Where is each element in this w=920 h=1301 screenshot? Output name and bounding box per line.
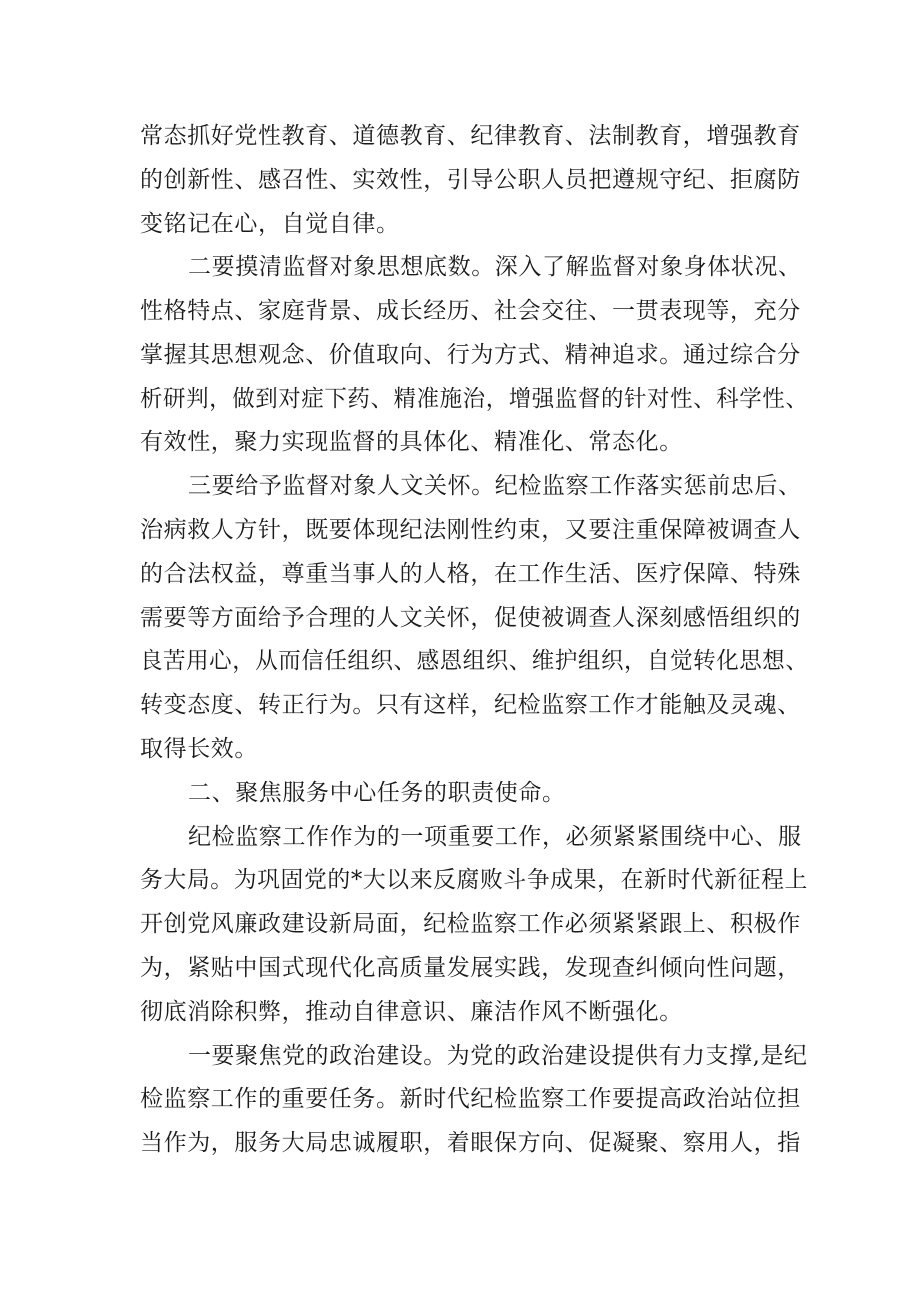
text-line: 的合法权益，尊重当事人的人格，在工作生活、医疗保障、特殊 <box>140 561 801 587</box>
text-line: 检监察工作的重要任务。新时代纪检监察工作要提高政治站位担 <box>140 1086 801 1112</box>
text-line: 彻底消除积弊，推动自律意识、廉洁作风不断强化。 <box>140 999 683 1025</box>
paragraph-first-line: 二要摸清监督对象思想底数。深入了解监督对象身体状况、 <box>188 254 802 280</box>
text-line: 为，紧贴中国式现代化高质量发展实践，发现查纠倾向性问题， <box>140 955 801 981</box>
text-line: 性格特点、家庭背景、成长经历、社会交往、一贯表现等，充分 <box>140 298 801 324</box>
text-line: 当作为，服务大局忠诚履职，着眼保方向、促凝聚、察用人，指 <box>140 1130 801 1156</box>
text-line: 有效性，聚力实现监督的具体化、精准化、常态化。 <box>140 429 683 455</box>
text-line: 开创党风廉政建设新局面，纪检监察工作必须紧紧跟上、积极作 <box>140 911 801 937</box>
text-line: 常态抓好党性教育、道德教育、纪律教育、法制教育，增强教育 <box>140 123 801 149</box>
text-line: 需要等方面给予合理的人文关怀，促使被调查人深刻感悟组织的 <box>140 605 801 631</box>
text-line: 良苦用心，从而信任组织、感恩组织、维护组织，自觉转化思想、 <box>140 648 809 674</box>
text-line: 治病救人方针，既要体现纪法刚性约束，又要注重保障被调查人 <box>140 517 801 543</box>
paragraph-first-line: 三要给予监督对象人文关怀。纪检监察工作落实惩前忠后、 <box>188 473 802 499</box>
text-line: 转变态度、转正行为。只有这样，纪检监察工作才能触及灵魂、 <box>140 692 801 718</box>
text-line: 的创新性、感召性、实效性，引导公职人员把遵规守纪、拒腐防 <box>140 167 801 193</box>
paragraph-first-line: 一要聚焦党的政治建设。为党的政治建设提供有力支撑,是纪 <box>188 1043 808 1069</box>
paragraph-first-line: 纪检监察工作作为的一项重要工作，必须紧紧围绕中心、服 <box>188 824 802 850</box>
text-line: 务大局。为巩固党的*大以来反腐败斗争成果，在新时代新征程上 <box>140 867 808 893</box>
text-line: 掌握其思想观念、价值取向、行为方式、精神追求。通过综合分 <box>140 342 801 368</box>
section-heading: 二、聚焦服务中心任务的职责使命。 <box>188 780 566 806</box>
text-line: 变铭记在心，自觉自律。 <box>140 211 400 237</box>
text-line: 取得长效。 <box>140 736 258 762</box>
text-line: 析研判，做到对症下药、精准施治，增强监督的针对性、科学性、 <box>140 386 809 412</box>
